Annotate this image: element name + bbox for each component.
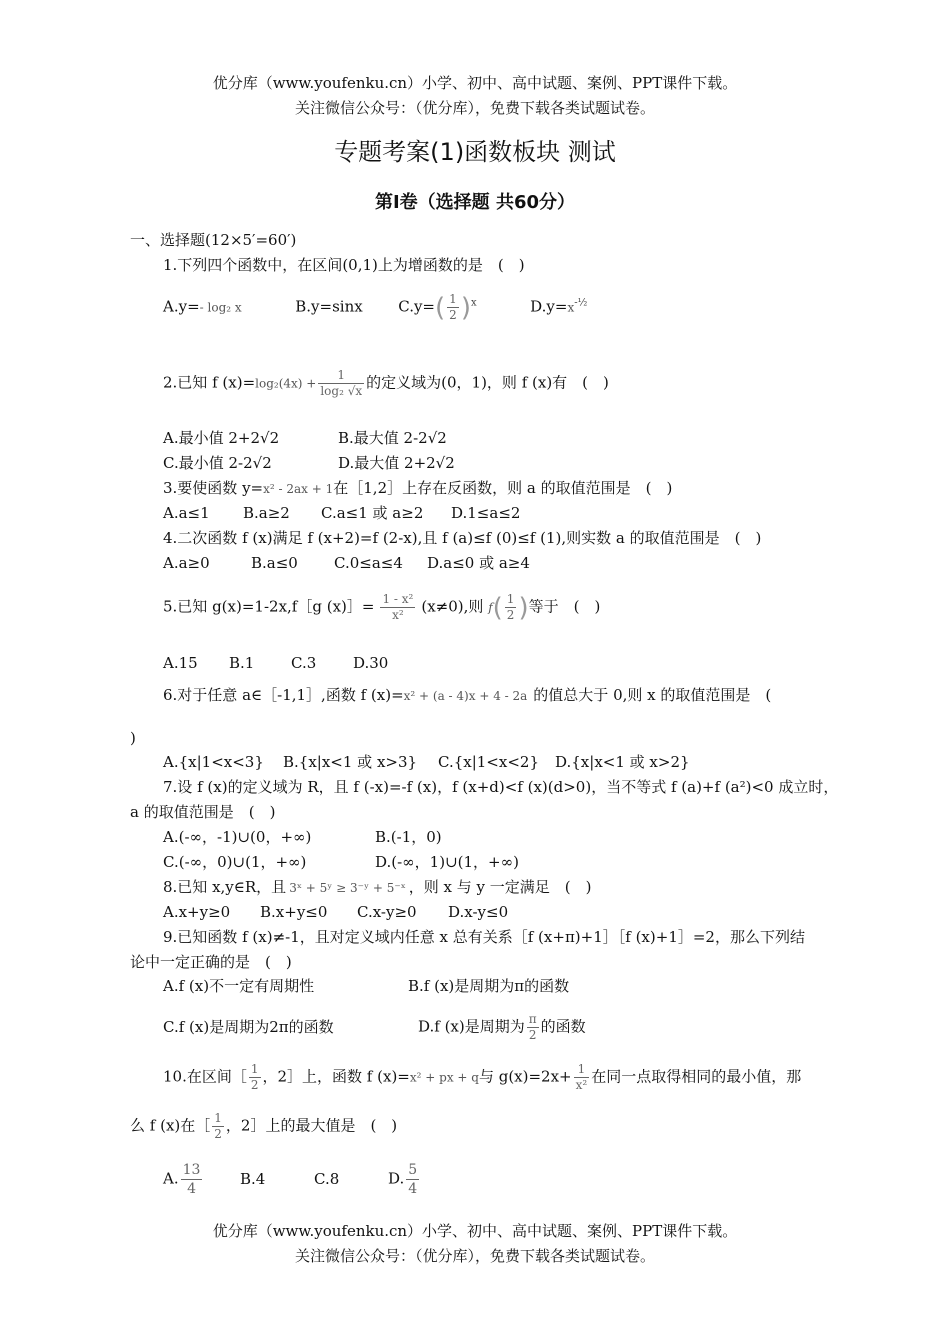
q5-stem-post: 等于 ( )	[528, 597, 601, 616]
frac-den: 4	[408, 1181, 418, 1197]
q10-options	[163, 1161, 421, 1198]
frac-num: 13	[182, 1162, 201, 1178]
q4-option-c: C.0≤a≤4	[334, 554, 403, 572]
q5-option-c: C.3	[291, 654, 317, 672]
frac-den: 2	[449, 308, 457, 322]
q6-options	[163, 752, 690, 772]
q6-stem-end: )	[130, 729, 136, 747]
q2-stem-pre: 2.已知 f (x)=	[163, 373, 256, 392]
q7-line-1: 7.设 f (x)的定义域为 R，且 f (-x)=-f (x)，f (x+d)<f (x)(d>0)，当不等式 f (a)+f (a²)<0 成立时，	[163, 778, 839, 796]
frac-den: log₂ √x	[320, 384, 363, 398]
q8-expr: 3ˣ + 5ʸ ≥ 3⁻ʸ + 5⁻ˣ	[289, 881, 406, 895]
frac-num: 1	[506, 592, 515, 606]
q1-stem: 1.下列四个函数中，在区间(0,1)上为增函数的是 ( )	[163, 256, 525, 274]
q10-mid-2: 与 g(x)=2x+	[478, 1067, 572, 1086]
part-heading: 一、选择题(12×5′=60′)	[130, 231, 297, 249]
q3-stem-pre: 3.要使函数 y=	[163, 479, 264, 497]
q10-option-a: A.	[163, 1169, 179, 1188]
q1-option-b: B.y=sinx	[295, 297, 363, 316]
frac-den: x²	[392, 608, 404, 622]
q7-options-row-1	[163, 827, 442, 847]
q2-option-c: C.最小值 2-2√2	[163, 454, 272, 472]
q4-stem: 4.二次函数 f (x)满足 f (x+2)=f (2-x),且 f (a)≤f (0)≤f (1),则实数 a 的取值范围是 ( )	[163, 529, 762, 547]
frac-den: 2	[506, 608, 515, 622]
q5-stem-mid: (x≠0),则	[421, 597, 484, 616]
q10-line-2-pre: 么 f (x)在［	[130, 1116, 211, 1135]
frac-den: 4	[187, 1181, 196, 1197]
q9-line-1: 9.已知函数 f (x)≠-1，且对定义域内任意 x 总有关系［f (x+π)+1］［f (x)+1］=2，那么下列结	[163, 928, 805, 946]
q4-options	[163, 553, 530, 573]
power-base: x	[567, 300, 575, 315]
q7-options-row-2	[163, 852, 519, 872]
q7-option-a: A.(-∞，-1)∪(0，+∞)	[163, 828, 312, 846]
q8-option-c: C.x-y≥0	[357, 903, 417, 921]
q3-option-a: A.a≤1	[163, 504, 210, 522]
q3-options	[163, 503, 520, 523]
q6-option-d: D.{x|x<1 或 x>2}	[555, 753, 690, 771]
q3-option-c: C.a≤1 或 a≥2	[321, 504, 424, 522]
footer-line-2: 关注微信公众号：（优分库），免费下载各类试题试卷。	[294, 1247, 655, 1265]
q6-option-a: A.{x|1<x<3}	[163, 753, 264, 771]
q3-option-d: D.1≤a≤2	[451, 504, 521, 522]
q10-mid-1: ，2］上，函数 f (x)=	[262, 1067, 410, 1086]
section-title: 第Ⅰ卷（选择题 共60分）	[374, 192, 575, 213]
q10-option-b: B.4	[240, 1169, 266, 1188]
header-line-1: 优分库（www.youfenku.cn）小学、初中、高中试题、案例、PPT课件下载。	[212, 74, 738, 92]
q1-options: A.y=- log₂ x B.y=sinx C.y=( $\frac{1}{2}$ )$^x$ $D.y=x^{-\frac{1}{2}}$	[163, 292, 588, 323]
q9-options-row-2	[163, 1012, 586, 1043]
q10-line-2-post: ，2］上的最大值是 ( )	[225, 1116, 398, 1135]
q7-option-b: B.(-1，0)	[375, 828, 442, 846]
frac-num: 1	[250, 1062, 259, 1076]
q6-option-b: B.{x|x<1 或 x>3}	[283, 753, 418, 771]
q4-option-d: D.a≤0 或 a≥4	[427, 554, 530, 572]
q5-stem-pre: 5.已知 g(x)=1-2x,f［g (x)］=	[163, 597, 375, 616]
frac-num: 1 - x²	[382, 592, 414, 606]
power-exponent: -½	[574, 297, 588, 309]
q9-option-d-post: 的函数	[540, 1017, 586, 1036]
q2-options-row-1	[163, 428, 447, 448]
q5-options	[163, 653, 388, 673]
q4-option-b: B.a≤0	[251, 554, 298, 572]
frac-den: 2	[214, 1127, 222, 1141]
q8-option-d: D.x-y≤0	[448, 903, 509, 921]
q5-option-a: A.15	[163, 654, 198, 672]
header-line-2: 关注微信公众号：（优分库），免费下载各类试题试卷。	[294, 99, 655, 117]
page-title: 专题考案(1)函数板块 测试	[334, 138, 616, 166]
frac-num: π	[528, 1012, 537, 1026]
q10-line-1	[163, 1062, 801, 1093]
q3-option-b: B.a≥2	[243, 504, 290, 522]
q10-pre: 10.在区间［	[163, 1067, 247, 1086]
frac-den: 2	[528, 1028, 537, 1042]
q3-stem	[163, 478, 672, 499]
q10-option-d: D.	[388, 1169, 405, 1188]
q6-stem-post: 的值总大于 0,则 x 的取值范围是 (	[533, 686, 772, 704]
q7-option-c: C.(-∞，0)∪(1，+∞)	[163, 853, 307, 871]
q7-option-d: D.(-∞，1)∪(1，+∞)	[375, 853, 519, 871]
frac-num: 1	[449, 292, 457, 306]
q6-expr: x² + (a - 4)x + 4 - 2a	[403, 689, 528, 703]
q9-option-a: A.f (x)不一定有周期性	[163, 977, 315, 995]
q8-option-b: B.x+y≤0	[260, 903, 328, 921]
q9-options-row-1	[163, 976, 569, 996]
q5-option-b: B.1	[229, 654, 255, 672]
frac-num: 1	[214, 1111, 222, 1125]
footer-line-1: 优分库（www.youfenku.cn）小学、初中、高中试题、案例、PPT课件下载。	[212, 1222, 738, 1240]
q10-expr: x² + px + q	[409, 1070, 479, 1085]
q3-stem-post: 在［1,2］上存在反函数，则 a 的取值范围是 ( )	[333, 479, 673, 497]
q2-stem-post: 的定义域为(0，1)，则 f (x)有 ( )	[366, 373, 609, 392]
q10-option-c: C.8	[314, 1169, 340, 1188]
q2-option-b: B.最大值 2-2√2	[338, 429, 447, 447]
frac-den: x²	[575, 1078, 588, 1092]
q3-expr: x² - 2ax + 1	[263, 482, 334, 496]
q8-stem-post: ，则 x 与 y 一定满足 ( )	[408, 878, 592, 896]
q1-option-c: C.y=	[398, 297, 436, 316]
q7-line-2: a 的取值范围是 ( )	[130, 803, 276, 821]
q5-stem: 5.已知 g(x)=1-2x,f［g (x)］= $\frac{\text{1 - x²}}{\text{x²}}$ (x≠0),则 f( $\frac{1}{2}$ )等于 ( )	[163, 592, 601, 623]
q9-option-b: B.f (x)是周期为π的函数	[408, 977, 570, 995]
frac-num: 5	[408, 1162, 418, 1178]
q2-option-d: D.最大值 2+2√2	[338, 454, 455, 472]
q6-stem-pre: 6.对于任意 a∈［-1,1］,函数 f (x)=	[163, 686, 404, 704]
func-f: f	[488, 600, 493, 615]
q9-option-c: C.f (x)是周期为2π的函数	[163, 1017, 334, 1036]
q9-option-d: D.f (x)是周期为	[418, 1017, 525, 1036]
q8-stem	[163, 877, 592, 898]
q8-option-a: A.x+y≥0	[163, 903, 231, 921]
q2-options-row-2	[163, 453, 455, 473]
q10-line-2	[130, 1111, 397, 1142]
q2-stem	[163, 368, 609, 399]
q5-option-d: D.30	[353, 654, 389, 672]
frac-num: 1	[318, 368, 364, 384]
q1-option-d: D.y=	[530, 297, 568, 316]
q8-stem-pre: 8.已知 x,y∈R，且	[163, 878, 287, 896]
frac-den: 2	[250, 1078, 259, 1092]
q8-options	[163, 902, 508, 922]
exponent: x	[470, 297, 477, 309]
q6-option-c: C.{x|1<x<2}	[438, 753, 539, 771]
frac-num: 1	[574, 1062, 590, 1078]
q9-line-2: 论中一定正确的是 ( )	[130, 953, 292, 971]
q1-option-a: A.y=	[163, 297, 200, 316]
q10-post: 在同一点取得相同的最小值，那	[591, 1067, 802, 1086]
q1-option-a-expr: - log₂ x	[199, 300, 242, 315]
q2-option-a: A.最小值 2+2√2	[163, 429, 280, 447]
q4-option-a: A.a≥0	[163, 554, 210, 572]
q6-stem	[163, 678, 771, 706]
q2-expr-log: log₂(4x) +	[255, 376, 317, 391]
